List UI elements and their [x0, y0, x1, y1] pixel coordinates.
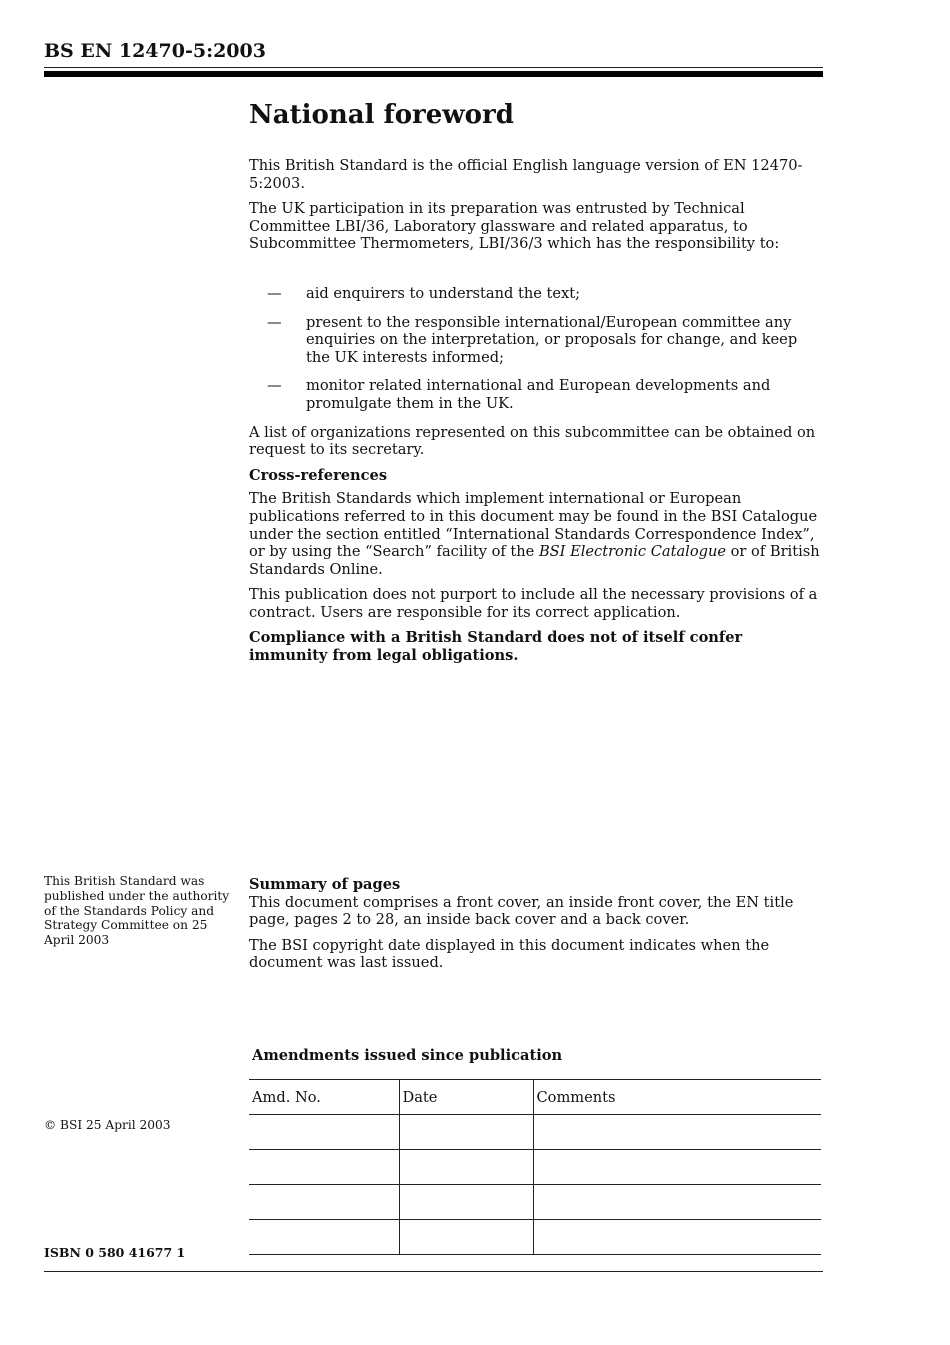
table-row — [249, 1185, 821, 1220]
table-row — [249, 1150, 821, 1185]
crossref-heading: Cross-references — [249, 466, 388, 484]
table-cell — [249, 1115, 399, 1150]
list-item — [249, 314, 824, 367]
header-comments: Comments — [533, 1080, 821, 1115]
table-cell — [533, 1150, 821, 1185]
organizations-paragraph: A list of organizations represented on this subcommittee can be obtained on request to its secretary. — [249, 423, 816, 459]
table-cell — [249, 1220, 399, 1255]
table-cell — [533, 1185, 821, 1220]
document-code: BS EN 12470-5:2003 — [44, 40, 266, 62]
catalogue-name: BSI Electronic Catalogue — [538, 543, 726, 561]
compliance-statement: Compliance with a British Standard does not of itself confer immunity from legal obligations. — [249, 629, 743, 665]
header-thin-rule — [44, 67, 823, 68]
table-cell — [249, 1150, 399, 1185]
header-date: Date — [399, 1080, 533, 1115]
copyright-date-paragraph: The BSI copyright date displayed in this document indicates when the document was last issued. — [249, 936, 770, 972]
page-title: National foreword — [249, 100, 514, 130]
provisions-paragraph: This publication does not purport to include all the necessary provisions of a contract. Users are responsible for its correct application. — [249, 586, 818, 621]
list-item-text: monitor related international and European developments and promulgate them in the UK. — [306, 377, 771, 412]
crossref-paragraph — [249, 490, 824, 578]
footer-rule — [44, 1271, 823, 1272]
table-cell — [533, 1115, 821, 1150]
header-amd-no: Amd. No. — [249, 1080, 399, 1115]
copyright-notice: © BSI 25 April 2003 — [44, 1118, 171, 1132]
dash-marker: — — [267, 313, 282, 331]
table-cell — [399, 1185, 533, 1220]
participation-paragraph: The UK participation in its preparation was entrusted by Technical Committee LBI/36, Laboratory glassware and related apparatus, to Subcommittee Thermometers, LBI/36/3 which has the responsibility to: — [249, 200, 780, 253]
table-cell — [399, 1220, 533, 1255]
isbn: ISBN 0 580 41677 1 — [44, 1245, 186, 1260]
summary-heading: Summary of pages — [249, 876, 401, 893]
crossref-text-end: or of British Standards Online. — [249, 543, 820, 578]
table-header-row — [249, 1080, 821, 1115]
publication-note: This British Standard was published under the authority of the Standards Policy and Strategy Committee on 25 April 2003 — [44, 874, 230, 948]
table-row — [249, 1115, 821, 1150]
foreword-body — [249, 157, 824, 673]
spacer — [249, 261, 824, 285]
intro-paragraph: This British Standard is the official English language version of EN 12470-5:2003. — [249, 157, 803, 192]
list-item-text: present to the responsible international/European committee any enquiries on the interpretation, or proposals for change, and keep the UK interests informed; — [306, 313, 798, 366]
crossref-text: The British Standards which implement international or European publications referred to in this document may be found in the BSI Catalogue under the section entitled “International Standards Correspondence Index”, or by using the “Search” facility of the — [249, 490, 818, 561]
amendments-title: Amendments issued since publication — [252, 1047, 563, 1064]
table-row — [249, 1220, 821, 1255]
dash-marker: — — [267, 377, 282, 395]
dash-marker: — — [267, 284, 282, 302]
summary-of-pages — [249, 876, 824, 980]
table-cell — [399, 1150, 533, 1185]
responsibility-list — [249, 285, 824, 413]
list-item — [249, 285, 824, 303]
table-cell — [399, 1115, 533, 1150]
header-thick-rule — [44, 71, 823, 77]
table-cell — [249, 1185, 399, 1220]
summary-paragraph: This document comprises a front cover, an inside front cover, the EN title page, pages 2 to 28, an inside back cover and a back cover. — [249, 893, 794, 929]
amendments-table — [249, 1079, 821, 1255]
table-cell — [533, 1220, 821, 1255]
list-item-text: aid enquirers to understand the text; — [306, 284, 581, 302]
list-item — [249, 377, 824, 412]
